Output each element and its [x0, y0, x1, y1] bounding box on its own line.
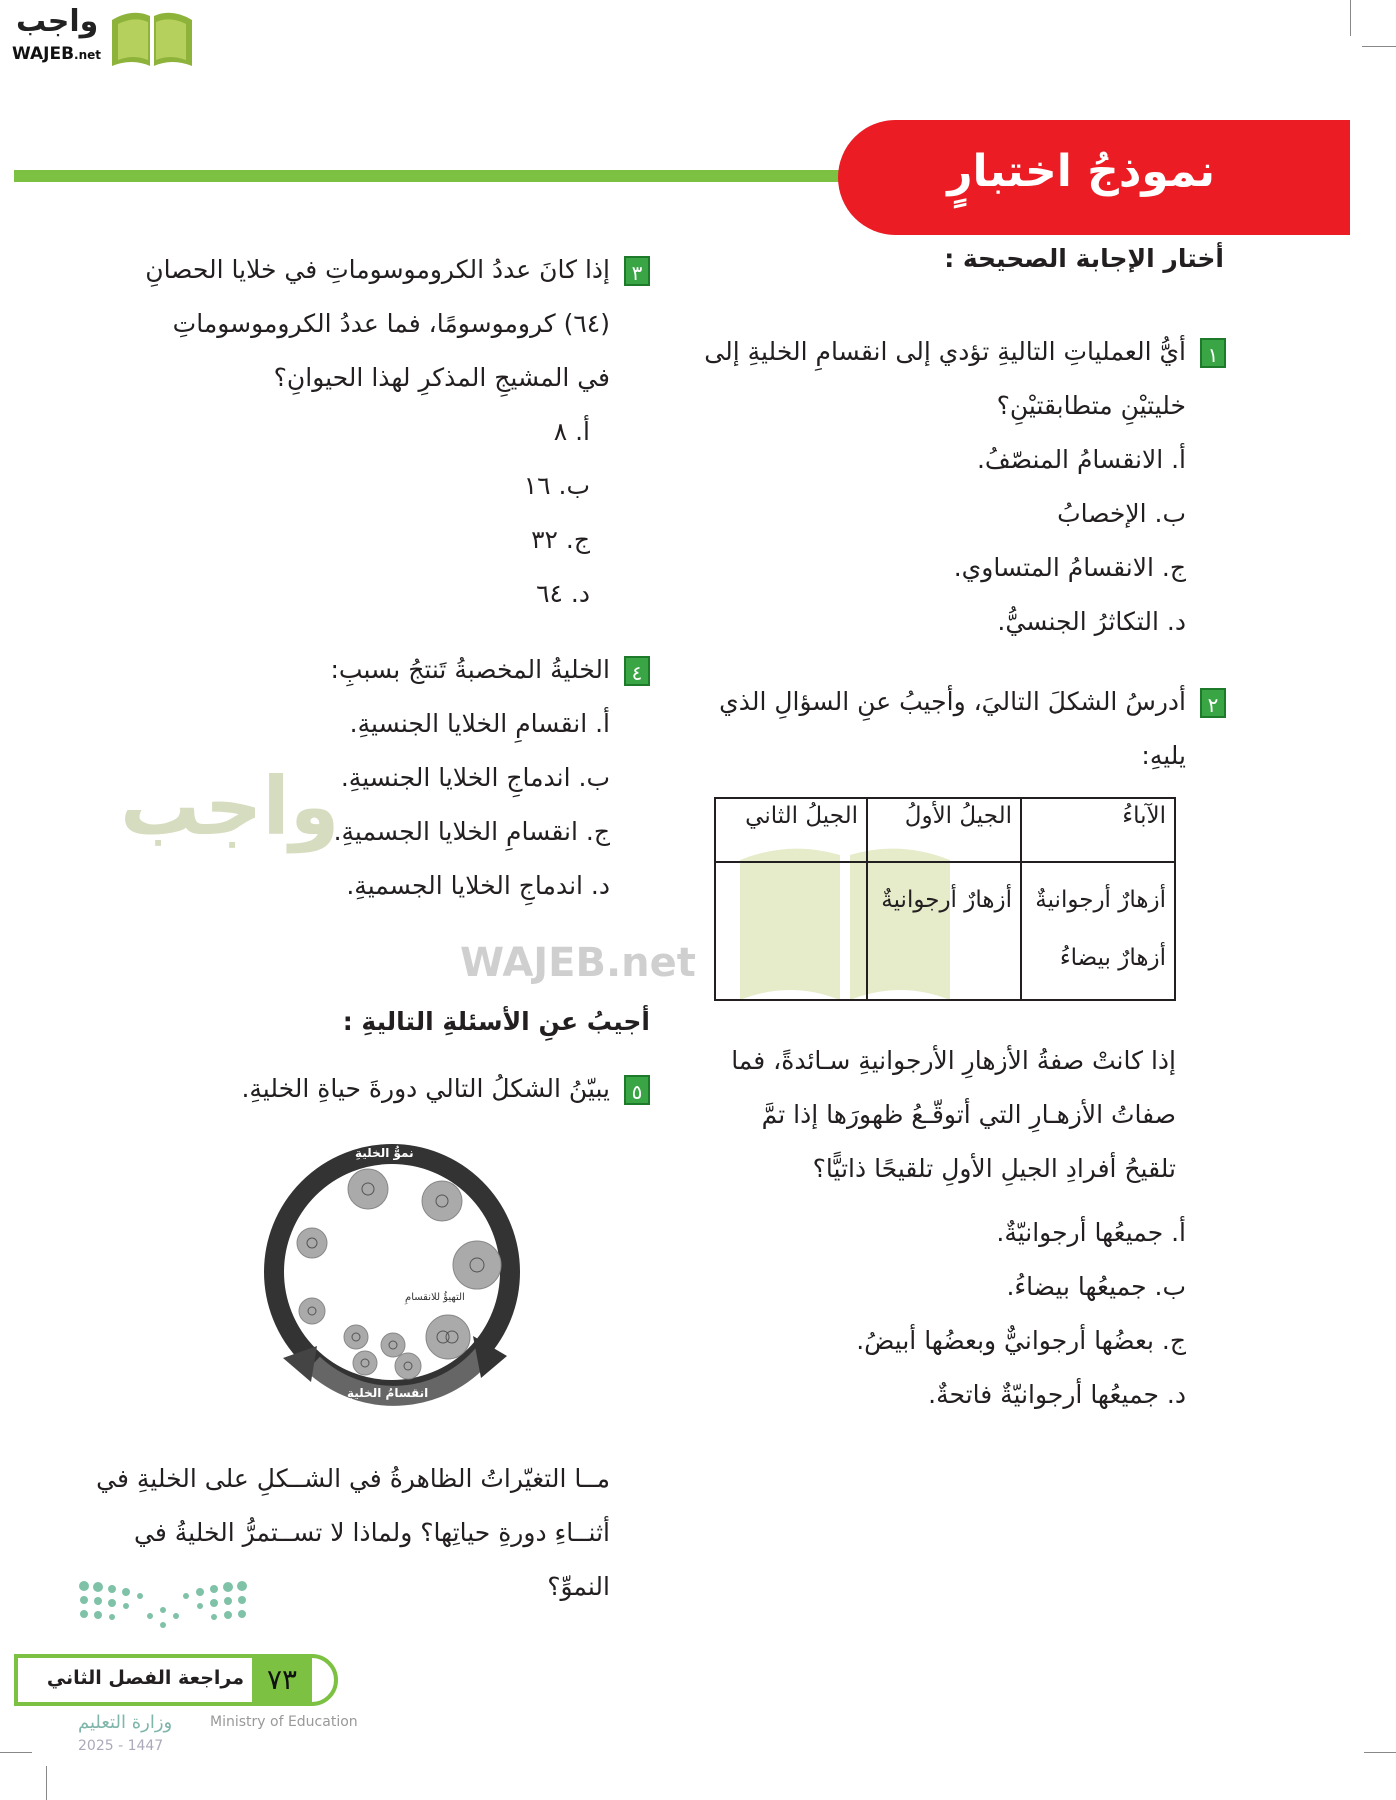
question-5: ٥يبيّنُ الشكلُ التالي دورةَ حياةِ الخليةِ.	[90, 1062, 650, 1116]
option-b[interactable]: ب. جميعُها بيضاءُ.	[1006, 1272, 1186, 1301]
ministry-name-ar: وزارة التعليم	[78, 1712, 173, 1733]
table-cell-second-gen	[715, 862, 867, 1000]
wajeb-logo[interactable]: واجب WAJEB.net	[8, 4, 198, 68]
table-header: الجيلُ الثاني	[715, 798, 867, 862]
option-d[interactable]: د. ٦٤	[536, 579, 590, 608]
cell-cycle-svg	[255, 1140, 530, 1415]
question-number: ٢	[1200, 688, 1226, 718]
chapter-label: مراجعة الفصل الثاني	[46, 1667, 244, 1689]
label-preparation: التهيؤُ للانقسامِ	[405, 1292, 465, 1303]
option-c[interactable]: ج. الانقسامُ المتساوي.	[953, 553, 1186, 582]
watermark-latin: WAJEB.net	[460, 940, 696, 986]
option-d[interactable]: د. التكاثرُ الجنسيُّ.	[997, 607, 1186, 636]
table-header: الآباءُ	[1021, 798, 1175, 862]
option-c[interactable]: ج. بعضُها أرجوانيٌّ وبعضُها أبيضُ.	[856, 1326, 1186, 1355]
genetics-table	[714, 797, 1176, 1001]
option-b[interactable]: ب. الإخصابُ	[1057, 499, 1186, 528]
label-cell-division: انقسامُ الخليةِ	[347, 1386, 429, 1400]
table-cell-first-gen: أزهارٌ أرجوانيةٌ	[867, 862, 1021, 1000]
option-d[interactable]: د. جميعُها أرجوانيّةٌ فاتحةٌ.	[928, 1380, 1186, 1409]
section-title: أختار الإجابة الصحيحة :	[944, 244, 1224, 273]
page-number: ٧٣	[252, 1658, 312, 1702]
header-green-bar	[14, 170, 854, 182]
page-title: نموذجُ اختبارٍ	[947, 146, 1215, 197]
option-b[interactable]: ب. اندماجِ الخلايا الجنسيةِ.	[340, 763, 610, 792]
crop-mark	[0, 1752, 32, 1753]
question-2-options	[706, 1206, 1226, 1422]
question-1: ١أيُّ العملياتِ التاليةِ تؤدي إلى انقسامِ الخليةِ إلى خليتيْنِ متطابقتيْنِ؟ أ. الانقسامُ المنصّفُ. ب. الإخصابُ ج. الانقسامُ المتساوي. د. التكاثرُ الجنسيُّ.	[706, 325, 1226, 649]
header-banner	[838, 120, 1350, 235]
question-number: ٥	[624, 1075, 650, 1105]
question-4: ٤الخليةُ المخصبةُ تَنتجُ بسببِ: أ. انقسامِ الخلايا الجنسيةِ. ب. اندماجِ الخلايا الجنسيةِ. ج. انقسامِ الخلايا الجسميةِ. د. اندماجِ الخلايا الجسميةِ.	[310, 643, 650, 913]
option-c[interactable]: ج. انقسامِ الخلايا الجسميةِ.	[333, 817, 610, 846]
book-icon	[108, 6, 196, 68]
question-2-text: إذا كانتْ صفةُ الأزهارِ الأرجوانيةِ سـائدةً، فما صفاتُ الأزهـارِ التي أتوقّـعُ ظهورَها إذا تمَّ تلقيحُ أفرادِ الجيلِ الأولِ تلقيحًا ذاتيًّا؟	[731, 1046, 1176, 1183]
question-number: ٣	[624, 256, 650, 286]
ministry-name-en: Ministry of Education	[210, 1714, 358, 1730]
section-title: أجيبُ عنِ الأسئلةِ التاليةِ :	[342, 1007, 650, 1036]
footer-bar	[14, 1654, 338, 1706]
question-number: ١	[1200, 338, 1226, 368]
crop-mark	[46, 1766, 47, 1800]
crop-mark	[1362, 46, 1396, 47]
crop-mark	[1350, 0, 1351, 36]
cell-cycle-diagram	[255, 1140, 530, 1415]
option-d[interactable]: د. اندماجِ الخلايا الجسميةِ.	[346, 871, 610, 900]
table-cell-parents: أزهارٌ أرجوانيةٌ أزهارٌ بيضاءُ	[1021, 862, 1175, 1000]
crop-mark	[1364, 1752, 1396, 1753]
option-a[interactable]: أ. ٨	[553, 417, 590, 446]
option-a[interactable]: أ. انقسامِ الخلايا الجنسيةِ.	[349, 709, 610, 738]
question-5-text: مــا التغيّراتُ الظاهرةُ في الشــكلِ على الخليةِ في أثنــاءِ دورةِ حياتِها؟ ولماذا لا تســتمرُّ الخليةُ في النموِّ؟	[96, 1464, 610, 1601]
option-b[interactable]: ب. ١٦	[523, 471, 590, 500]
question-3: ٣إذا كانَ عددُ الكروموسوماتِ في خلايا الحصانِ (٦٤) كروموسومًا، فما عددُ الكروموسوماتِ في المشيجِ المذكرِ لهذا الحيوانِ؟ أ. ٨ ب. ١٦ ج. ٣٢ د. ٦٤	[130, 243, 650, 621]
label-cell-growth: نموُّ الخليةِ	[355, 1146, 414, 1160]
option-a[interactable]: أ. جميعُها أرجوانيّةٌ.	[996, 1218, 1186, 1247]
option-c[interactable]: ج. ٣٢	[531, 525, 590, 554]
watermark-arabic: واجب	[120, 760, 340, 853]
question-number: ٤	[624, 656, 650, 686]
option-a[interactable]: أ. الانقسامُ المنصّفُ.	[976, 445, 1186, 474]
question-2: ٢أدرسُ الشكلَ التاليَ، وأجيبُ عنِ السؤالِ الذي يليهِ:	[706, 675, 1226, 783]
edition-year: 2025 - 1447	[78, 1738, 164, 1754]
table-header: الجيلُ الأولُ	[867, 798, 1021, 862]
